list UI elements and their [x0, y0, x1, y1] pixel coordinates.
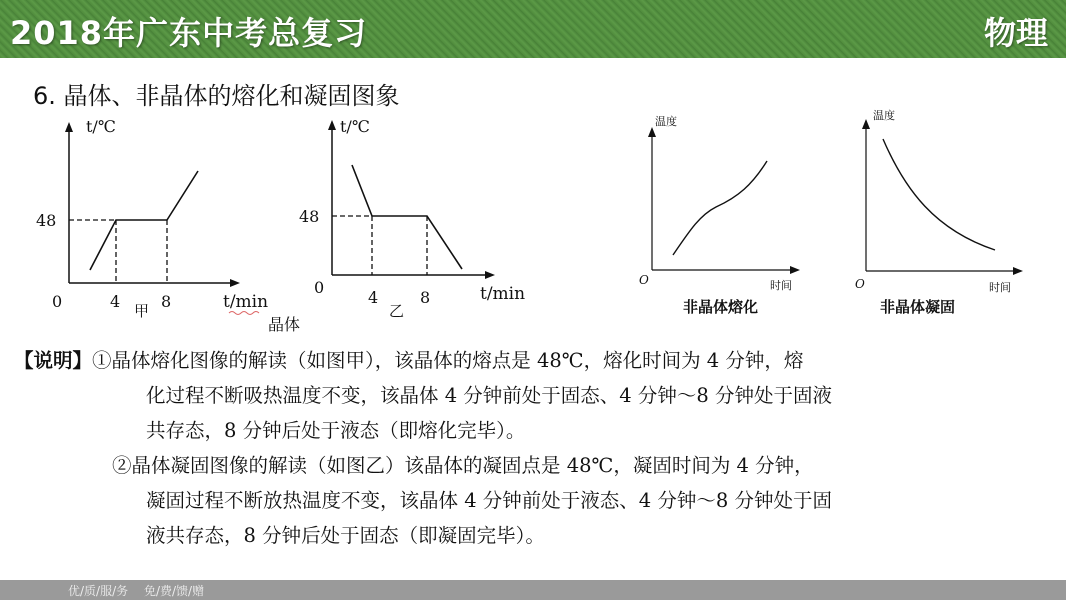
am-melt-xlabel: 时间 [770, 279, 792, 292]
yi-ylabel: t/℃ [340, 117, 370, 136]
course-title: 2018年广东中考总复习 [10, 14, 368, 52]
yi-caption: 乙 [389, 302, 405, 320]
header-banner [0, 0, 1066, 58]
yi-origin: 0 [314, 278, 325, 297]
explanation-line: 化过程不断吸热温度不变，该晶体 4 分钟前处于固态、4 分钟～8 分钟处于固液 [146, 384, 833, 407]
am-solid-curve [883, 139, 995, 250]
explanation-block [14, 343, 1054, 553]
yi-tick-4: 4 [368, 288, 379, 307]
yi-xlabel: t/min [480, 284, 526, 304]
am-solid-ylabel: 温度 [873, 109, 895, 122]
yi-tick-8: 8 [420, 288, 431, 307]
graph-yi [299, 117, 525, 320]
graph-jia [36, 117, 300, 334]
yi-tick-48: 48 [299, 207, 320, 226]
jia-tick-8: 8 [161, 292, 172, 311]
jia-caption: 甲 [134, 302, 150, 320]
explanation-line: 共存态，8 分钟后处于液态（即熔化完毕）。 [146, 419, 526, 442]
footer-text: 优/质/服/务 免/费/馈/赠 [68, 584, 205, 598]
subject-title: 物理 [983, 14, 1048, 52]
jia-xlabel: t/min [223, 292, 269, 312]
yi-curve [352, 165, 462, 269]
am-solid-xlabel: 时间 [989, 281, 1011, 294]
am-melt-curve [673, 161, 767, 255]
explanation-line: 液共存态，8 分钟后处于固态（即凝固完毕）。 [146, 524, 545, 547]
explanation-line [14, 343, 1054, 378]
jia-tick-48: 48 [36, 211, 57, 230]
graph-amorphous-melting [639, 114, 795, 316]
am-solid-caption: 非晶体凝固 [880, 298, 956, 316]
phase-change-graphs [0, 105, 1066, 340]
explanation-line: 凝固过程不断放热温度不变，该晶体 4 分钟前处于液态、4 分钟～8 分钟处于固 [146, 489, 833, 512]
explanation-text: ①晶体熔化图像的解读（如图甲），该晶体的熔点是 48℃，熔化时间为 4 分钟，熔 [92, 349, 804, 372]
footer-bar [0, 580, 1066, 600]
explanation-line: ②晶体凝固图像的解读（如图乙）该晶体的凝固点是 48℃，凝固时间为 4 分钟， [112, 454, 814, 477]
jia-ylabel: t/℃ [86, 117, 116, 136]
jia-tick-4: 4 [110, 292, 121, 311]
explanation-lead: 【说明】 [14, 349, 93, 372]
am-melt-caption: 非晶体熔化 [683, 298, 759, 316]
am-melt-origin: O [639, 273, 649, 287]
am-melt-ylabel: 温度 [655, 115, 677, 128]
graph-amorphous-solidifying [855, 108, 1018, 316]
am-solid-origin: O [855, 277, 865, 291]
crystal-label: 晶体 [268, 315, 301, 334]
jia-origin: 0 [52, 292, 63, 311]
jia-curve [90, 171, 198, 270]
jia-xlabel-underline [229, 312, 259, 315]
topic-heading: 6. 晶体、非晶体的熔化和凝固图象 [33, 82, 400, 110]
